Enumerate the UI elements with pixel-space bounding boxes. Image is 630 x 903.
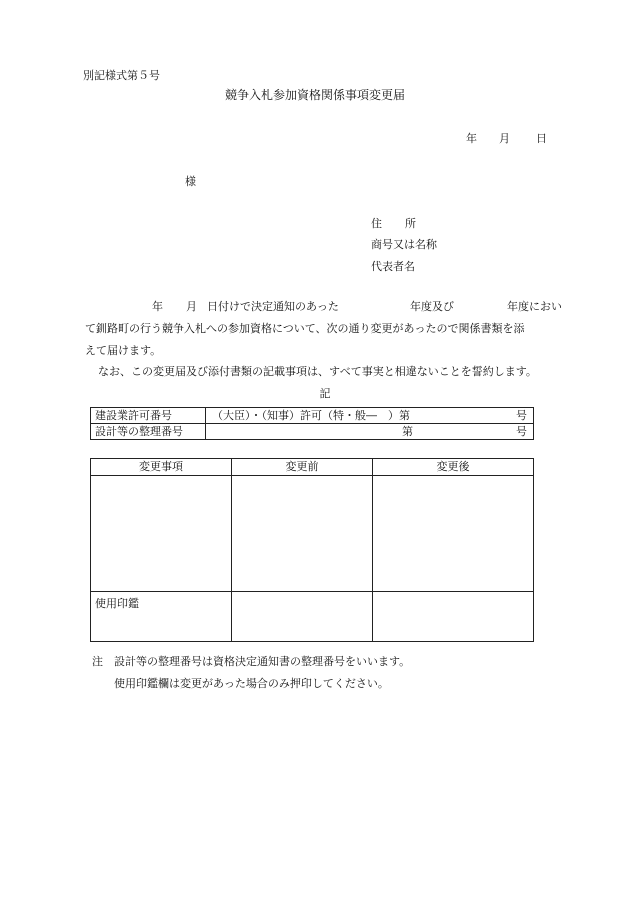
seal-before-cell[interactable] [232, 592, 373, 642]
date-month-label: 月 [499, 132, 510, 145]
trade-name-label: 商号又は名称 [371, 238, 437, 251]
ki-heading: 記 [319, 387, 331, 400]
body-nendo-2: 年度におい [507, 300, 562, 313]
license-value-cell[interactable] [206, 408, 534, 424]
body-line1-text: 日付けで決定通知のあった [207, 300, 339, 313]
address-label [371, 215, 416, 231]
design-number-prefix: 第 [402, 425, 413, 438]
license-label: 建設業許可番号 [91, 408, 206, 424]
note-1: 注 設計等の整理番号は資格決定通知書の整理番号をいいます。 [92, 655, 411, 668]
change-table-body-row [91, 476, 534, 592]
representative-label: 代表者名 [371, 260, 415, 273]
body-line2: て釧路町の行う競争入札への参加資格について、次の通り変更があったので関係書類を添 [85, 322, 525, 335]
change-table [90, 458, 534, 642]
date-day-label: 日 [536, 132, 547, 145]
date-year-label: 年 [466, 132, 477, 145]
header-change-item: 変更事項 [91, 459, 232, 476]
change-table-header [91, 459, 534, 476]
license-row [91, 408, 534, 424]
design-number-suffix: 号 [516, 425, 527, 438]
body-year: 年 [152, 300, 163, 313]
body-line3: えて届けます。 [85, 344, 162, 357]
after-cell[interactable] [373, 476, 534, 592]
body-line4: なお、この変更届及び添付書類の記載事項は、すべて事実と相違ないことを誓約します。 [98, 365, 537, 378]
seal-after-cell[interactable] [373, 592, 534, 642]
header-after: 変更後 [373, 459, 534, 476]
address-label-b: 所 [405, 217, 416, 230]
change-item-cell[interactable] [91, 476, 232, 592]
seal-row [91, 592, 534, 642]
license-suffix: 号 [516, 409, 527, 422]
page-title: 競争入札参加資格関係事項変更届 [224, 88, 405, 102]
before-cell[interactable] [232, 476, 373, 592]
body-nendo-1: 年度及び [410, 300, 454, 313]
form-number: 別記様式第５号 [83, 69, 160, 82]
header-before: 変更前 [232, 459, 373, 476]
license-value: （大臣）・（知事）許可（特・般― ）第 [212, 409, 410, 422]
seal-label: 使用印鑑 [91, 592, 232, 642]
body-month: 月 [186, 300, 197, 313]
license-table [90, 407, 534, 440]
note-2: 使用印鑑欄は変更があった場合のみ押印してください。 [114, 677, 389, 690]
addressee-suffix: 様 [185, 175, 196, 188]
design-number-row [91, 424, 534, 440]
design-number-label: 設計等の整理番号 [91, 424, 206, 440]
design-number-cell[interactable] [206, 424, 534, 440]
address-label-a: 住 [371, 217, 382, 230]
